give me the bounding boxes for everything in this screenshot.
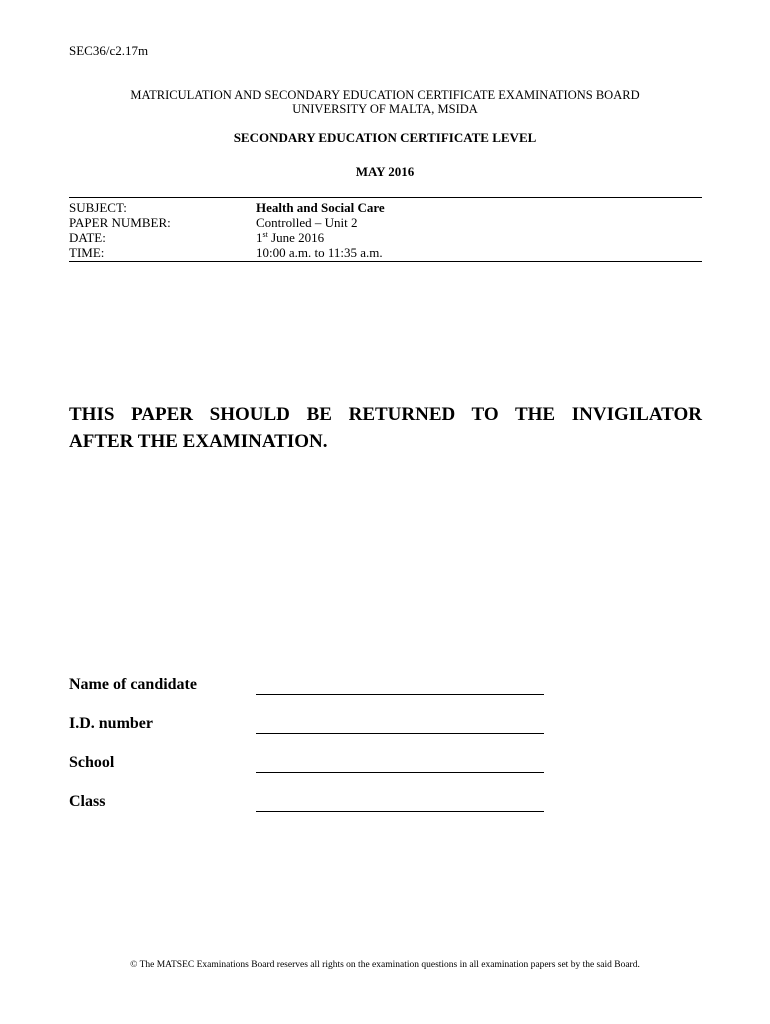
exam-session: MAY 2016 <box>355 164 415 179</box>
time-label: TIME: <box>69 245 105 260</box>
school-label: School <box>69 754 115 771</box>
class-field <box>69 793 702 812</box>
paper-number-label: PAPER NUMBER: <box>69 215 171 230</box>
board-header <box>0 88 770 116</box>
notice-line-1: THIS PAPER SHOULD BE RETURNED TO THE INVIGILATOR <box>69 404 702 425</box>
id-number-label: I.D. number <box>69 715 154 732</box>
time-row <box>69 245 702 260</box>
paper-code: SEC36/c2.17m <box>69 43 149 58</box>
date-month-year: June 2016 <box>267 230 325 245</box>
exam-info-table <box>69 200 702 260</box>
date-row <box>69 230 702 245</box>
paper-number-row <box>69 215 702 230</box>
time-value: 10:00 a.m. to 11:35 a.m. <box>256 245 383 260</box>
copyright-footer: © The MATSEC Examinations Board reserves all rights on the examination questions in all examination papers set by the said Board. <box>130 960 640 970</box>
paper-number-value: Controlled – Unit 2 <box>256 215 358 230</box>
candidate-name-label: Name of candidate <box>69 676 197 693</box>
school-field <box>69 754 702 773</box>
school-line[interactable] <box>256 754 544 773</box>
certificate-level: SECONDARY EDUCATION CERTIFICATE LEVEL <box>233 130 537 145</box>
date-label: DATE: <box>69 230 106 245</box>
board-name: MATRICULATION AND SECONDARY EDUCATION CERTIFICATE EXAMINATIONS BOARD <box>130 88 640 102</box>
divider-bottom <box>69 261 702 262</box>
subject-row <box>69 200 702 215</box>
return-notice <box>69 401 702 455</box>
date-ordinal: st <box>262 230 268 239</box>
id-number-line[interactable] <box>256 715 544 734</box>
subject-value: Health and Social Care <box>256 200 385 215</box>
candidate-name-field <box>69 676 702 695</box>
date-day: 1 <box>256 230 263 245</box>
notice-line-2: AFTER THE EXAMINATION. <box>69 431 328 452</box>
id-number-field <box>69 715 702 734</box>
date-value <box>256 230 702 245</box>
class-label: Class <box>69 793 106 810</box>
university-name: UNIVERSITY OF MALTA, MSIDA <box>292 102 478 116</box>
divider-top <box>69 197 702 198</box>
candidate-name-line[interactable] <box>256 676 544 695</box>
subject-label: SUBJECT: <box>69 200 127 215</box>
class-line[interactable] <box>256 793 544 812</box>
